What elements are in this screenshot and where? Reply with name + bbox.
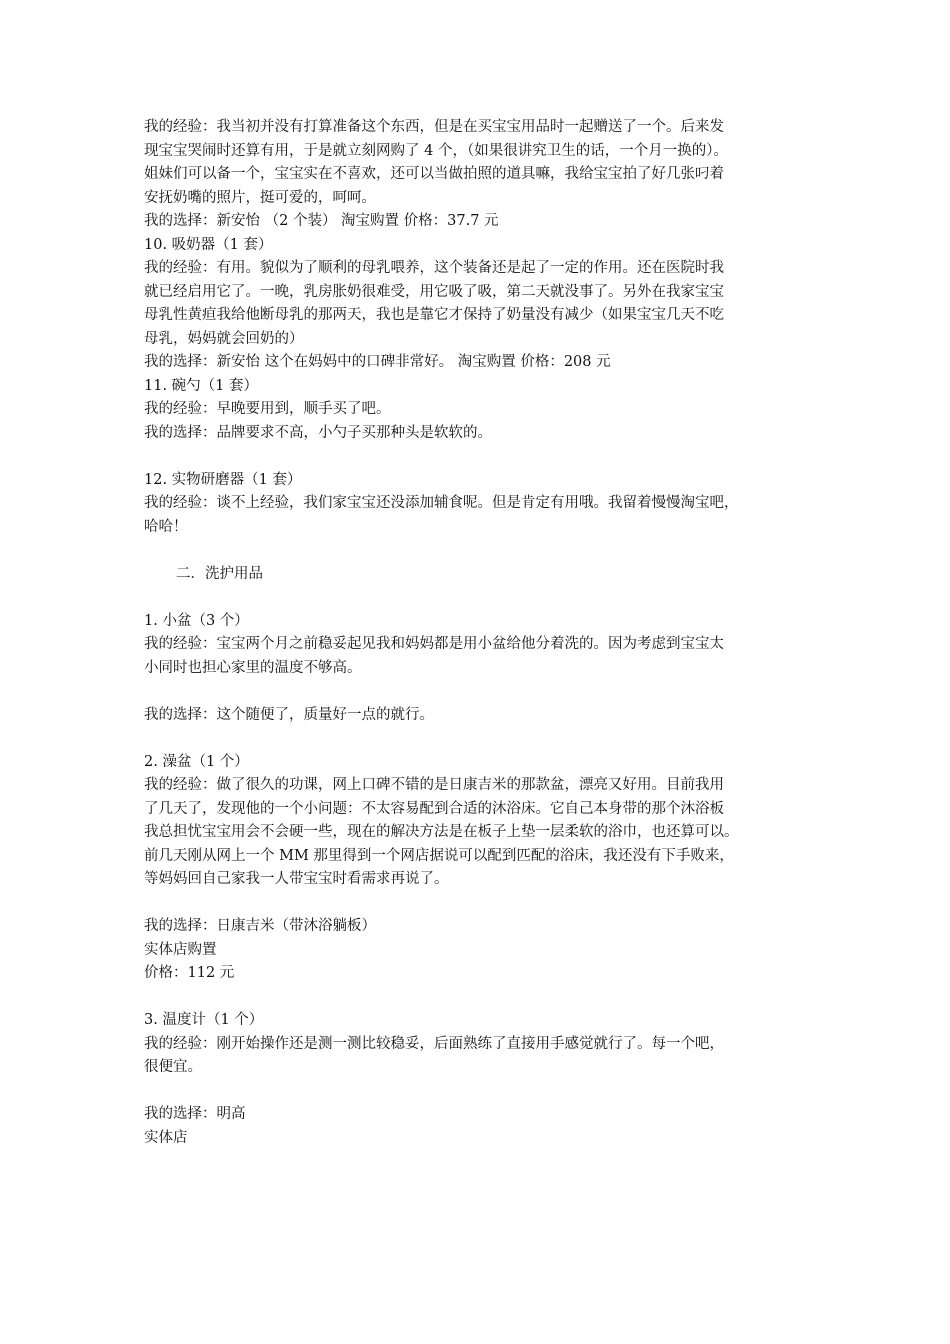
text-line: 我的选择：明高 — [144, 1106, 246, 1122]
text-line: 姐妹们可以备一个，宝宝实在不喜欢，还可以当做拍照的道具嘛，我给宝宝拍了好几张叼着 — [144, 166, 724, 182]
text-line: 我的经验：有用。貌似为了顺利的母乳喂养，这个装备还是起了一定的作用。还在医院时我 — [144, 260, 724, 276]
text-line: 我的选择：日康吉米（带沐浴躺板） — [144, 918, 376, 934]
text-line: 我的经验：刚开始操作还是测一测比较稳妥，后面熟练了直接用手感觉就行了。每一个吧， — [144, 1035, 724, 1052]
text-line: 前几天刚从网上一个 MM 那里得到一个网店据说可以配到匹配的浴床，我还没有下手败来， — [144, 847, 734, 864]
document-page — [144, 116, 812, 1150]
blank-line — [144, 539, 812, 563]
text-line: 母乳性黄疸我给他断母乳的那两天，我也是靠它才保持了奶量没有减少（如果宝宝几天不吃 — [144, 307, 724, 323]
blank-line — [144, 986, 812, 1010]
text-line: 11. 碗勺（1 套） — [144, 377, 259, 394]
text-line: 哈哈！ — [144, 518, 188, 535]
text-line: 12. 实物研磨器（1 套） — [144, 471, 302, 488]
text-line: 实体店 — [144, 1129, 188, 1146]
text-line: 等妈妈回自己家我一人带宝宝时看需求再说了。 — [144, 871, 449, 887]
blank-line — [144, 892, 812, 916]
text-line: 我的选择：品牌要求不高，小勺子买那种头是软软的。 — [144, 424, 492, 441]
text-line: 我的经验：我当初并没有打算准备这个东西，但是在买宝宝用品时一起赠送了一个。后来发 — [144, 119, 724, 135]
text-line: 二．洗护用品 — [176, 565, 263, 582]
blank-line — [144, 586, 812, 610]
text-line: 我的经验：做了很久的功课，网上口碑不错的是日康吉米的那款盆，漂亮又好用。目前我用 — [144, 777, 724, 793]
text-line: 现宝宝哭闹时还算有用，于是就立刻网购了 4 个，（如果很讲究卫生的话，一个月一换的）。 — [144, 142, 728, 159]
text-line: 我的经验：早晚要用到，顺手买了吧。 — [144, 401, 391, 417]
text-line: 小同时也担心家里的温度不够高。 — [144, 659, 362, 676]
blank-line — [144, 727, 812, 751]
text-line: 我的选择：新安怡 这个在妈妈中的口碑非常好。 淘宝购置 价格：208 元 — [144, 354, 611, 370]
text-line: 我总担忧宝宝用会不会硬一些，现在的解决方法是在板子上垫一层柔软的浴巾，也还算可以。 — [144, 824, 739, 840]
text-line: 3. 温度计（1 个） — [144, 1012, 264, 1028]
text-line: 我的经验：谈不上经验，我们家宝宝还没添加辅食呢。但是肯定有用哦。我留着慢慢淘宝吧， — [144, 495, 739, 511]
blank-line — [144, 680, 812, 704]
text-line: 10. 吸奶器（1 套） — [144, 236, 273, 253]
text-line: 安抚奶嘴的照片，挺可爱的，呵呵。 — [144, 189, 376, 206]
text-line: 我的选择：新安怡 （2 个装） 淘宝购置 价格：37.7 元 — [144, 213, 499, 229]
text-line: 母乳，妈妈就会回奶的） — [144, 330, 304, 347]
text-line: 2. 澡盆（1 个） — [144, 753, 249, 770]
text-line: 了几天了，发现他的一个小问题：不太容易配到合适的沐浴床。它自己本身带的那个沐浴板 — [144, 800, 724, 817]
text-line: 我的选择：这个随便了，质量好一点的就行。 — [144, 706, 434, 723]
blank-line — [144, 445, 812, 469]
text-line: 就已经启用它了。一晚，乳房胀奶很难受，用它吸了吸，第二天就没事了。另外在我家宝宝 — [144, 283, 724, 300]
text-line: 我的经验：宝宝两个月之前稳妥起见我和妈妈都是用小盆给他分着洗的。因为考虑到宝宝太 — [144, 636, 724, 652]
blank-line — [144, 1080, 812, 1104]
text-line: 价格：112 元 — [144, 965, 235, 981]
text-line: 很便宜。 — [144, 1059, 202, 1075]
text-line: 1. 小盆（3 个） — [144, 612, 249, 629]
text-line: 实体店购置 — [144, 941, 217, 958]
